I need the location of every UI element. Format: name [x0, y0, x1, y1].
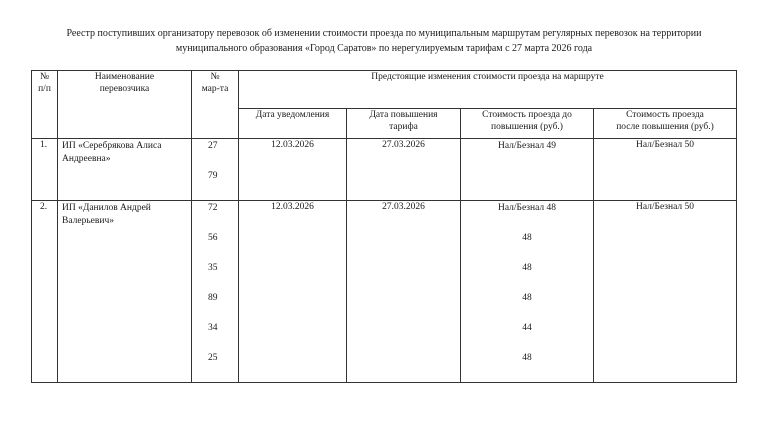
table-row: [32, 201, 737, 383]
price-before: Нал/Безнал 48: [497, 203, 557, 213]
header-carrier: Наименование перевозчика: [58, 71, 192, 139]
header-raise-date: Дата повышения тарифа: [347, 109, 461, 139]
route-number: 79: [208, 171, 218, 181]
header-price-after: Стоимость проезда после повышения (руб.): [594, 109, 737, 139]
price-before: 48: [522, 353, 532, 363]
price-before-list: [461, 201, 594, 383]
carrier-name: ИП «Данилов Андрей Валерьевич»: [58, 201, 192, 383]
row-num: 1.: [32, 139, 58, 201]
document-title: [10, 26, 758, 56]
document-title-line-2: муниципального образования «Город Саратов» по нерегулируемым тарифам с 27 марта 2026 года: [175, 43, 593, 54]
notify-date: 12.03.2026: [239, 139, 347, 201]
route-list: [192, 139, 239, 201]
price-before: 48: [522, 293, 532, 303]
route-list: [192, 201, 239, 383]
price-after: Нал/Безнал 50: [594, 201, 737, 383]
document-title-line-1: Реестр поступивших организатору перевозок об изменении стоимости проезда по муниципальным маршрутам регулярных перевозок на территории: [66, 28, 702, 39]
route-number: 25: [208, 353, 218, 363]
header-num: № п/п: [32, 71, 58, 139]
price-before-list: [461, 139, 594, 201]
header-route: № мар-та: [192, 71, 239, 139]
price-before: 48: [522, 263, 532, 273]
price-after: Нал/Безнал 50: [594, 139, 737, 201]
raise-date: 27.03.2026: [347, 139, 461, 201]
row-num: 2.: [32, 201, 58, 383]
notify-date: 12.03.2026: [239, 201, 347, 383]
price-before: 48: [522, 233, 532, 243]
route-number: 89: [208, 293, 218, 303]
price-before: 44: [522, 323, 532, 333]
route-number: 27: [208, 141, 218, 151]
header-notify-date: Дата уведомления: [239, 109, 347, 139]
route-number: 34: [208, 323, 218, 333]
registry-table: [31, 70, 737, 383]
table-row: [32, 139, 737, 201]
raise-date: 27.03.2026: [347, 201, 461, 383]
carrier-name: ИП «Серебрякова Алиса Андреевна»: [58, 139, 192, 201]
header-price-before: Стоимость проезда до повышения (руб.): [461, 109, 594, 139]
header-group: Предстоящие изменения стоимости проезда на маршруте: [239, 71, 737, 109]
price-before: Нал/Безнал 49: [497, 141, 557, 151]
route-number: 72: [208, 203, 218, 213]
route-number: 56: [208, 233, 218, 243]
route-number: 35: [208, 263, 218, 273]
